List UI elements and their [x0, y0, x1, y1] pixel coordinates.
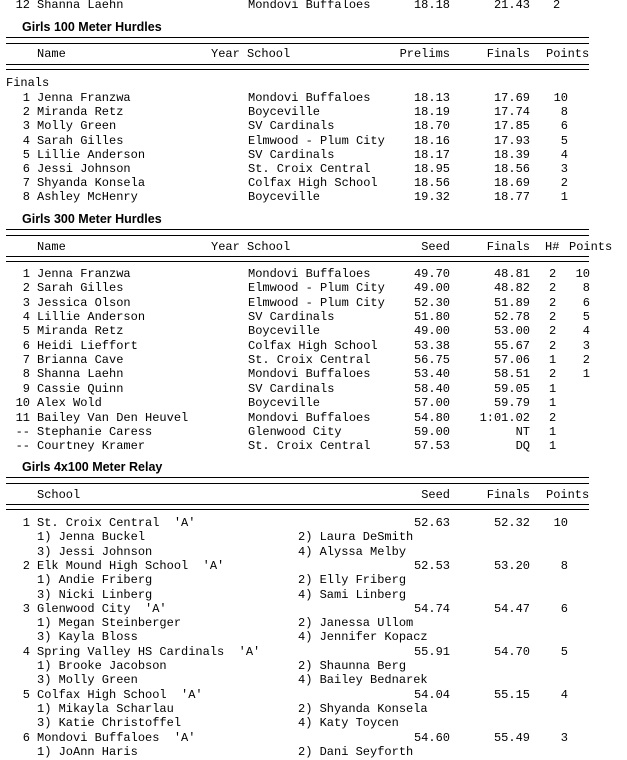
double-rule	[6, 229, 589, 236]
heat: 1	[549, 353, 557, 367]
school: Mondovi Buffaloes	[248, 0, 371, 12]
seed: 59.00	[413, 425, 450, 439]
athlete-name: Molly Green	[37, 119, 117, 133]
school: St. Croix Central	[248, 439, 371, 453]
header-prelims: Prelims	[399, 47, 450, 61]
finals: 21.43	[493, 0, 530, 12]
seed: 54.80	[413, 411, 450, 425]
athlete-name: Cassie Quinn	[37, 382, 124, 396]
points: 2	[553, 0, 561, 12]
header-name: Name	[37, 240, 66, 254]
seed: 51.80	[413, 310, 450, 324]
points: 1	[582, 367, 590, 381]
header-seed: Seed	[421, 488, 450, 502]
place: --	[15, 439, 30, 453]
finals: 18.69	[493, 176, 530, 190]
header-points: Points	[569, 240, 613, 254]
header-year-school: Year School	[211, 240, 291, 254]
header-heat: H#	[545, 240, 560, 254]
place: 4	[22, 310, 30, 324]
finals: 52.32	[493, 516, 530, 530]
athlete-name: Shanna Laehn	[37, 0, 124, 12]
finals: 58.51	[493, 367, 530, 381]
place: --	[15, 425, 30, 439]
points: 5	[560, 134, 568, 148]
athlete-name: Miranda Retz	[37, 105, 124, 119]
seed: 53.38	[413, 339, 450, 353]
heat: 2	[549, 267, 557, 281]
prelims: 18.17	[413, 148, 450, 162]
heat: 2	[549, 296, 557, 310]
header-finals: Finals	[486, 240, 530, 254]
finals: 51.89	[493, 296, 530, 310]
place: 3	[22, 602, 30, 616]
relay-runner: 2) Janessa Ullom	[298, 616, 414, 630]
prelims: 18.16	[413, 134, 450, 148]
place: 7	[22, 176, 30, 190]
school: Mondovi Buffaloes	[248, 367, 371, 381]
seed: 54.60	[413, 731, 450, 745]
team-name: Mondovi Buffaloes 'A'	[37, 731, 196, 745]
relay-runner: 1) Andie Friberg	[37, 573, 153, 587]
seed: 52.53	[413, 559, 450, 573]
points: 1	[560, 190, 568, 204]
place: 7	[22, 353, 30, 367]
heat: 2	[549, 367, 557, 381]
place: 4	[22, 134, 30, 148]
finals: 54.70	[493, 645, 530, 659]
seed: 49.00	[413, 324, 450, 338]
place: 11	[15, 411, 30, 425]
header-points: Points	[546, 47, 590, 61]
points: 8	[560, 105, 568, 119]
seed: 55.91	[413, 645, 450, 659]
place: 12	[15, 0, 30, 12]
relay-runner: 3) Nicki Linberg	[37, 588, 153, 602]
relay-runner: 4) Katy Toycen	[298, 716, 399, 730]
place: 2	[22, 559, 30, 573]
points: 2	[582, 353, 590, 367]
athlete-name: Sarah Gilles	[37, 134, 124, 148]
relay-runner: 2) Laura DeSmith	[298, 530, 414, 544]
school: Colfax High School	[248, 339, 378, 353]
header-school: School	[37, 488, 81, 502]
relay-runner: 1) Mikayla Scharlau	[37, 702, 174, 716]
place: 2	[22, 105, 30, 119]
athlete-name: Jenna Franzwa	[37, 267, 131, 281]
points	[560, 439, 590, 453]
athlete-name: Lillie Anderson	[37, 148, 146, 162]
double-rule	[6, 64, 589, 70]
finals: 17.74	[493, 105, 530, 119]
finals: 17.69	[493, 91, 530, 105]
athlete-name: Lillie Anderson	[37, 310, 146, 324]
prelims: 18.70	[413, 119, 450, 133]
heat: 2	[549, 281, 557, 295]
heat: 2	[549, 411, 557, 425]
points: 10	[575, 267, 590, 281]
heat: 1	[549, 439, 557, 453]
event-title: Girls 300 Meter Hurdles	[22, 212, 162, 226]
school: Elmwood - Plum City	[248, 134, 385, 148]
school: SV Cardinals	[248, 310, 335, 324]
header-points: Points	[546, 488, 590, 502]
points: 8	[560, 559, 568, 573]
school: St. Croix Central	[248, 162, 371, 176]
athlete-name: Brianna Cave	[37, 353, 124, 367]
finals: 53.00	[493, 324, 530, 338]
place: 3	[22, 119, 30, 133]
finals: 54.47	[493, 602, 530, 616]
seed: 49.70	[413, 267, 450, 281]
seed: 53.40	[413, 367, 450, 381]
relay-runner: 1) Brooke Jacobson	[37, 659, 167, 673]
points: 4	[560, 688, 568, 702]
points: 6	[560, 119, 568, 133]
relay-runner: 4) Sami Linberg	[298, 588, 407, 602]
header-finals: Finals	[486, 488, 530, 502]
seed: 52.30	[413, 296, 450, 310]
finals: 18.39	[493, 148, 530, 162]
points: 5	[582, 310, 590, 324]
team-name: Spring Valley HS Cardinals 'A'	[37, 645, 261, 659]
relay-runner: 2) Dani Seyforth	[298, 745, 414, 759]
finals: DQ	[515, 439, 530, 453]
school: Mondovi Buffaloes	[248, 267, 371, 281]
relay-runner: 3) Kayla Bloss	[37, 630, 138, 644]
points	[560, 425, 590, 439]
finals: 17.85	[493, 119, 530, 133]
prelims: 18.95	[413, 162, 450, 176]
athlete-name: Jessica Olson	[37, 296, 131, 310]
finals: 48.82	[493, 281, 530, 295]
points: 6	[560, 602, 568, 616]
seed: 18.18	[413, 0, 450, 12]
athlete-name: Jenna Franzwa	[37, 91, 131, 105]
finals: 59.05	[493, 382, 530, 396]
athlete-name: Jessi Johnson	[37, 162, 131, 176]
school: Boyceville	[248, 396, 321, 410]
finals: 55.49	[493, 731, 530, 745]
prelims: 19.32	[413, 190, 450, 204]
relay-runner: 3) Katie Christoffel	[37, 716, 182, 730]
seed: 58.40	[413, 382, 450, 396]
points	[560, 396, 590, 410]
school: Elmwood - Plum City	[248, 296, 385, 310]
school: Elmwood - Plum City	[248, 281, 385, 295]
school: SV Cardinals	[248, 119, 335, 133]
athlete-name: Shyanda Konsela	[37, 176, 146, 190]
school: Boyceville	[248, 190, 321, 204]
place: 8	[22, 367, 30, 381]
header-seed: Seed	[421, 240, 450, 254]
prelims: 18.56	[413, 176, 450, 190]
points: 8	[582, 281, 590, 295]
points: 5	[560, 645, 568, 659]
points: 2	[560, 176, 568, 190]
seed: 57.53	[413, 439, 450, 453]
header-finals: Finals	[486, 47, 530, 61]
team-name: Elk Mound High School 'A'	[37, 559, 225, 573]
place: 1	[22, 267, 30, 281]
seed: 49.00	[413, 281, 450, 295]
section-label: Finals	[6, 76, 50, 90]
points: 10	[553, 91, 568, 105]
athlete-name: Courtney Kramer	[37, 439, 146, 453]
points: 3	[582, 339, 590, 353]
relay-runner: 4) Alyssa Melby	[298, 545, 407, 559]
finals: 17.93	[493, 134, 530, 148]
double-rule	[6, 477, 589, 484]
relay-runner: 2) Shyanda Konsela	[298, 702, 428, 716]
athlete-name: Shanna Laehn	[37, 367, 124, 381]
seed: 52.63	[413, 516, 450, 530]
points: 4	[582, 324, 590, 338]
points	[560, 382, 590, 396]
relay-runner: 1) Megan Steinberger	[37, 616, 182, 630]
team-name: Glenwood City 'A'	[37, 602, 167, 616]
school: Mondovi Buffaloes	[248, 91, 371, 105]
athlete-name: Ashley McHenry	[37, 190, 138, 204]
athlete-name: Heidi Lieffort	[37, 339, 138, 353]
athlete-name: Stephanie Caress	[37, 425, 153, 439]
place: 8	[22, 190, 30, 204]
place: 5	[22, 688, 30, 702]
points: 4	[560, 148, 568, 162]
place: 6	[22, 162, 30, 176]
place: 1	[22, 91, 30, 105]
finals: 53.20	[493, 559, 530, 573]
event-title: Girls 100 Meter Hurdles	[22, 20, 162, 34]
athlete-name: Alex Wold	[37, 396, 102, 410]
school: SV Cardinals	[248, 148, 335, 162]
seed: 56.75	[413, 353, 450, 367]
finals: 18.56	[493, 162, 530, 176]
relay-runner: 2) Elly Friberg	[298, 573, 407, 587]
place: 5	[22, 324, 30, 338]
points	[560, 411, 590, 425]
place: 6	[22, 731, 30, 745]
place: 6	[22, 339, 30, 353]
relay-runner: 2) Shaunna Berg	[298, 659, 407, 673]
place: 5	[22, 148, 30, 162]
heat: 2	[549, 324, 557, 338]
relay-runner: 3) Jessi Johnson	[37, 545, 153, 559]
relay-runner: 4) Bailey Bednarek	[298, 673, 428, 687]
school: Boyceville	[248, 324, 321, 338]
finals: 52.78	[493, 310, 530, 324]
heat: 2	[549, 339, 557, 353]
athlete-name: Sarah Gilles	[37, 281, 124, 295]
place: 9	[22, 382, 30, 396]
points: 10	[553, 516, 568, 530]
team-name: Colfax High School 'A'	[37, 688, 203, 702]
finals: 1:01.02	[479, 411, 530, 425]
finals: 18.77	[493, 190, 530, 204]
school: St. Croix Central	[248, 353, 371, 367]
heat: 1	[549, 382, 557, 396]
seed: 54.74	[413, 602, 450, 616]
double-rule	[6, 504, 589, 510]
prelims: 18.13	[413, 91, 450, 105]
header-name: Name	[37, 47, 66, 61]
finals: NT	[515, 425, 530, 439]
finals: 59.79	[493, 396, 530, 410]
double-rule	[6, 37, 589, 44]
prelims: 18.19	[413, 105, 450, 119]
athlete-name: Miranda Retz	[37, 324, 124, 338]
heat: 2	[549, 310, 557, 324]
seed: 54.04	[413, 688, 450, 702]
finals: 55.67	[493, 339, 530, 353]
place: 2	[22, 281, 30, 295]
finals: 55.15	[493, 688, 530, 702]
school: Boyceville	[248, 105, 321, 119]
header-year-school: Year School	[211, 47, 291, 61]
relay-runner: 4) Jennifer Kopacz	[298, 630, 428, 644]
athlete-name: Bailey Van Den Heuvel	[37, 411, 189, 425]
place: 1	[22, 516, 30, 530]
double-rule	[6, 256, 589, 262]
points: 3	[560, 162, 568, 176]
seed: 57.00	[413, 396, 450, 410]
school: Glenwood City	[248, 425, 342, 439]
heat: 1	[549, 396, 557, 410]
school: Mondovi Buffaloes	[248, 411, 371, 425]
points: 6	[582, 296, 590, 310]
place: 4	[22, 645, 30, 659]
place: 3	[22, 296, 30, 310]
points: 3	[560, 731, 568, 745]
finals: 57.06	[493, 353, 530, 367]
relay-runner: 3) Molly Green	[37, 673, 138, 687]
event-title: Girls 4x100 Meter Relay	[22, 460, 163, 474]
finals: 48.81	[493, 267, 530, 281]
school: Colfax High School	[248, 176, 378, 190]
relay-runner: 1) JoAnn Haris	[37, 745, 138, 759]
relay-runner: 1) Jenna Buckel	[37, 530, 146, 544]
school: SV Cardinals	[248, 382, 335, 396]
heat: 1	[549, 425, 557, 439]
place: 10	[15, 396, 30, 410]
team-name: St. Croix Central 'A'	[37, 516, 196, 530]
